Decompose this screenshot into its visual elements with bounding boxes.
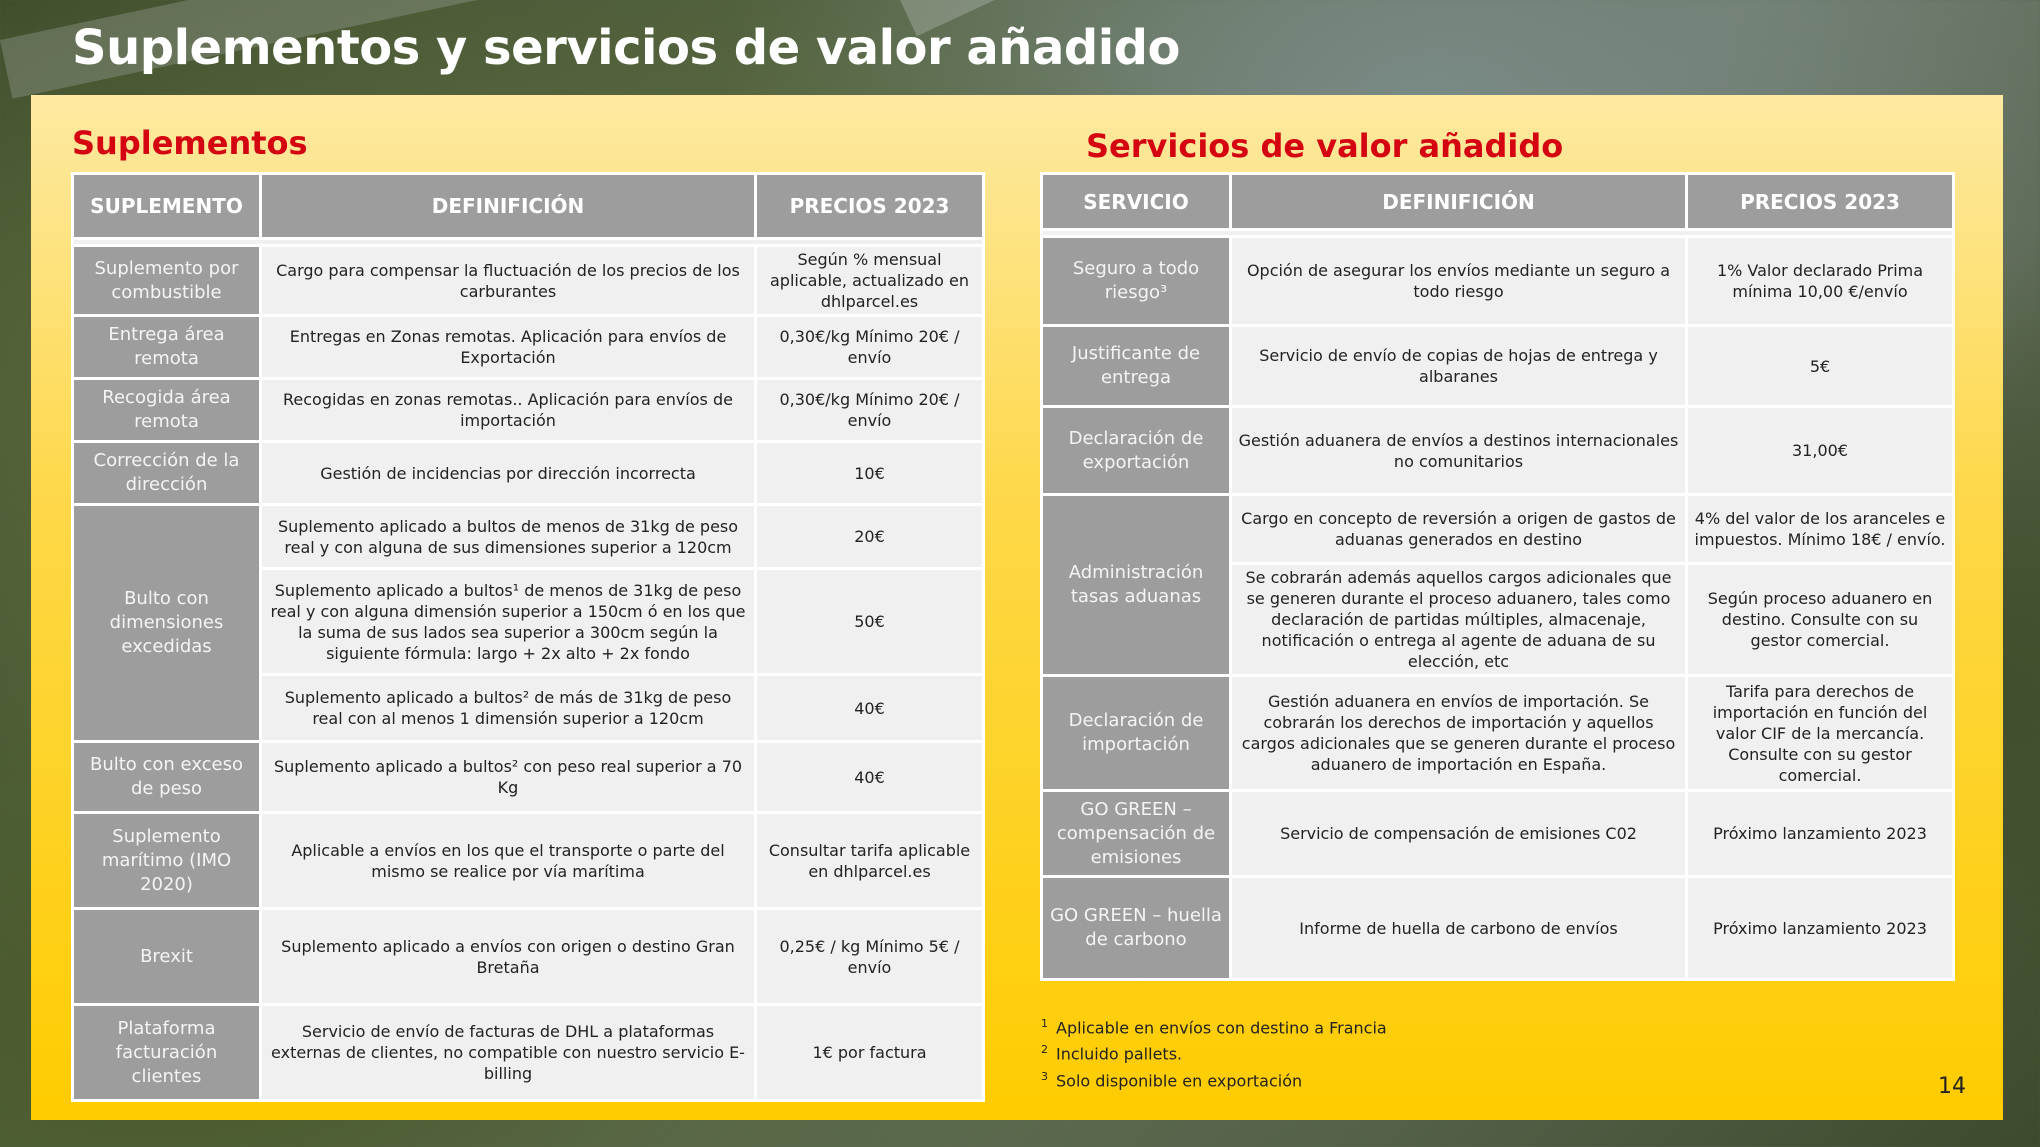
row-definition: Suplemento aplicado a bultos¹ de menos de 31kg de peso real y con alguna dimensión superior a 150cm ó en los que la suma de sus lados sea superior a 300cm según la siguiente fórmula: largo + 2x alto + 2x fondo: [262, 570, 754, 673]
suplementos-table: [71, 172, 985, 1102]
table-row: [74, 910, 982, 1003]
row-definition: Servicio de compensación de emisiones C02: [1232, 792, 1685, 875]
row-definition: Gestión aduanera de envíos a destinos internacionales no comunitarios: [1232, 408, 1685, 493]
footnotes: [1041, 1013, 1387, 1092]
servicios-heading: Servicios de valor añadido: [1086, 127, 1564, 165]
footnote-mark: 2: [1041, 1043, 1048, 1057]
row-price: 5€: [1688, 327, 1952, 405]
table-row: [74, 317, 982, 377]
row-label: Plataforma facturación clientes: [74, 1006, 259, 1099]
row-price: 0,30€/kg Mínimo 20€ / envío: [757, 317, 982, 377]
servicios-table: [1040, 172, 1955, 981]
row-definition: Entregas en Zonas remotas. Aplicación para envíos de Exportación: [262, 317, 754, 377]
row-label: Suplemento por combustible: [74, 247, 259, 314]
table-row: [74, 380, 982, 440]
row-price: 40€: [757, 676, 982, 740]
row-price: 1€ por factura: [757, 1006, 982, 1099]
table-row: [74, 814, 982, 907]
row-price: 31,00€: [1688, 408, 1952, 493]
row-price: Próximo lanzamiento 2023: [1688, 792, 1952, 875]
row-price: Consultar tarifa aplicable en dhlparcel.es: [757, 814, 982, 907]
row-label: GO GREEN – huella de carbono: [1043, 878, 1229, 978]
header-definicion: DEFINIFICIÓN: [262, 175, 754, 237]
row-definition: Aplicable a envíos en los que el transporte o parte del mismo se realice por vía marítima: [262, 814, 754, 907]
row-price: 50€: [757, 570, 982, 673]
row-price: Próximo lanzamiento 2023: [1688, 878, 1952, 978]
row-label: Bulto con dimensiones excedidas: [74, 506, 259, 740]
row-definition: Suplemento aplicado a bultos² con peso real superior a 70 Kg: [262, 743, 754, 811]
table-row: [74, 247, 982, 314]
row-price: 1% Valor declarado Prima mínima 10,00 €/envío: [1688, 238, 1952, 324]
row-definition: Suplemento aplicado a bultos² de más de 31kg de peso real con al menos 1 dimensión superior a 120cm: [262, 676, 754, 740]
row-definition: Servicio de envío de copias de hojas de entrega y albaranes: [1232, 327, 1685, 405]
row-label: Declaración de exportación: [1043, 408, 1229, 493]
row-label: Declaración de importación: [1043, 677, 1229, 789]
table-row: [1043, 878, 1952, 978]
footnote: [1041, 1066, 1387, 1092]
footnote: [1041, 1039, 1387, 1065]
header-precios: PRECIOS 2023: [757, 175, 982, 237]
page-number: 14: [1938, 1074, 1966, 1099]
row-label: Seguro a todo riesgo³: [1043, 238, 1229, 324]
row-price: 4% del valor de los aranceles e impuestos. Mínimo 18€ / envío.: [1688, 496, 1952, 562]
row-definition: Servicio de envío de facturas de DHL a plataformas externas de clientes, no compatible con nuestro servicio E-billing: [262, 1006, 754, 1099]
row-label: Justificante de entrega: [1043, 327, 1229, 405]
row-label: Bulto con exceso de peso: [74, 743, 259, 811]
table-row: [1043, 677, 1952, 789]
table-row: [74, 443, 982, 503]
footnote-text: Solo disponible en exportación: [1056, 1070, 1303, 1090]
row-definition: Se cobrarán además aquellos cargos adicionales que se generen durante el proceso aduanero, tales como declaración de partidas múltiples, almacenaje, notificación o entrega al agente de aduana de su elección, etc: [1232, 565, 1685, 674]
row-price: Según % mensual aplicable, actualizado en dhlparcel.es: [757, 247, 982, 314]
table-row: [1043, 327, 1952, 405]
footnote-mark: 1: [1041, 1017, 1048, 1030]
table-row: [74, 1006, 982, 1099]
row-price: 0,30€/kg Mínimo 20€ / envío: [757, 380, 982, 440]
row-definition: Informe de huella de carbono de envíos: [1232, 878, 1685, 978]
row-price: 20€: [757, 506, 982, 567]
row-definition: Suplemento aplicado a bultos de menos de 31kg de peso real y con alguna de sus dimensiones superior a 120cm: [262, 506, 754, 567]
row-definition: Cargo para compensar la fluctuación de los precios de los carburantes: [262, 247, 754, 314]
footnote-mark: 3: [1041, 1069, 1048, 1083]
row-definition: Gestión de incidencias por dirección incorrecta: [262, 443, 754, 503]
header-definicion: DEFINIFICIÓN: [1232, 175, 1685, 228]
table-row: [1043, 792, 1952, 875]
header-precios: PRECIOS 2023: [1688, 175, 1952, 228]
row-definition: Suplemento aplicado a envíos con origen o destino Gran Bretaña: [262, 910, 754, 1003]
suplementos-heading: Suplementos: [72, 124, 308, 162]
row-label: Recogida área remota: [74, 380, 259, 440]
header-suplemento: SUPLEMENTO: [74, 175, 259, 237]
footnote-text: Aplicable en envíos con destino a Francia: [1056, 1018, 1387, 1038]
row-price: Tarifa para derechos de importación en función del valor CIF de la mercancía. Consulte con su gestor comercial.: [1688, 677, 1952, 789]
row-price: 10€: [757, 443, 982, 503]
row-label: Suplemento marítimo (IMO 2020): [74, 814, 259, 907]
row-price: 40€: [757, 743, 982, 811]
row-definition: Opción de asegurar los envíos mediante un seguro a todo riesgo: [1232, 238, 1685, 324]
row-label: GO GREEN – compensación de emisiones: [1043, 792, 1229, 875]
row-label: Brexit: [74, 910, 259, 1003]
row-label: Corrección de la dirección: [74, 443, 259, 503]
row-definition: Gestión aduanera en envíos de importación. Se cobrarán los derechos de importación y aquellos cargos adicionales que se generen durante el proceso aduanero de importación en España.: [1232, 677, 1685, 789]
row-label: Administración tasas aduanas: [1043, 496, 1229, 674]
table-row: [1043, 238, 1952, 324]
table-row: [1043, 496, 1952, 562]
footnote-text: Incluido pallets.: [1056, 1044, 1183, 1064]
row-price: Según proceso aduanero en destino. Consulte con su gestor comercial.: [1688, 565, 1952, 674]
row-definition: Recogidas en zonas remotas.. Aplicación para envíos de importación: [262, 380, 754, 440]
footnote: [1041, 1013, 1387, 1039]
row-definition: Cargo en concepto de reversión a origen de gastos de aduanas generados en destino: [1232, 496, 1685, 562]
table-row: [74, 743, 982, 811]
table-row: [1043, 408, 1952, 493]
page-title: Suplementos y servicios de valor añadido: [72, 20, 1180, 76]
header-servicio: SERVICIO: [1043, 175, 1229, 228]
row-price: 0,25€ / kg Mínimo 5€ / envío: [757, 910, 982, 1003]
table-row: [74, 506, 982, 567]
row-label: Entrega área remota: [74, 317, 259, 377]
